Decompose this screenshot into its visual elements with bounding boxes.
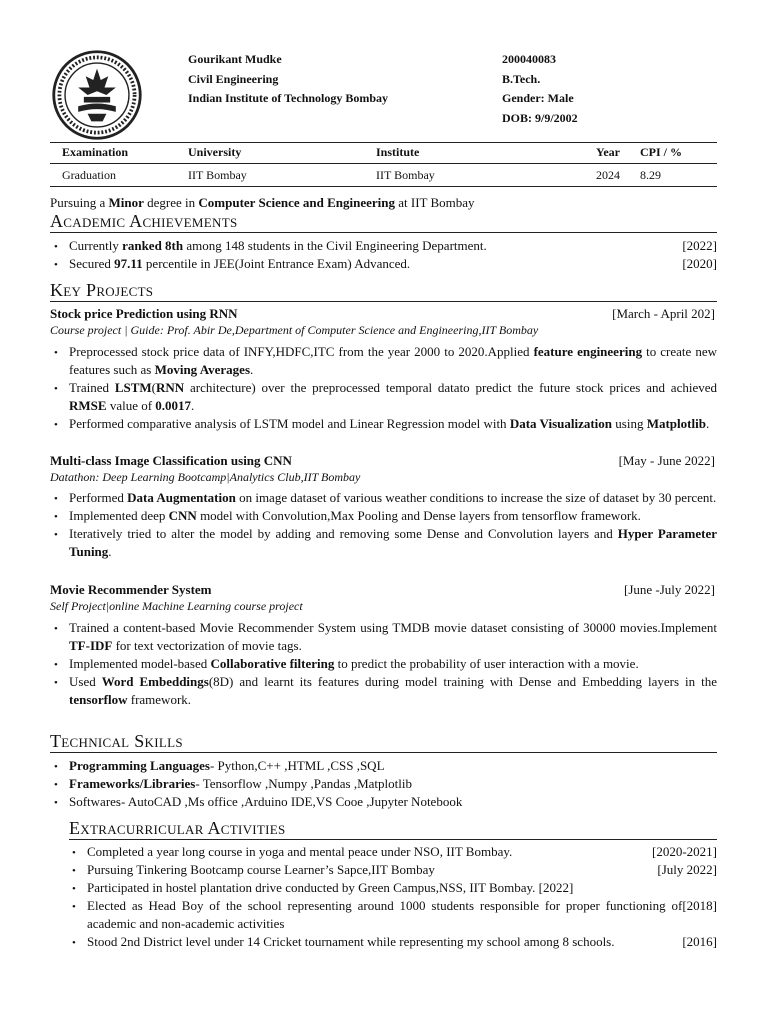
list-item	[52, 255, 717, 273]
item-year: • [2022]	[682, 238, 717, 253]
project-name: Stock price Prediction using RNN	[50, 306, 238, 321]
item-bold: CNN	[168, 508, 197, 523]
item-bold: Hyper Parameter Tuning	[69, 526, 718, 559]
item-bold: RNN	[156, 380, 185, 395]
item-text: .	[191, 398, 195, 413]
list-item	[52, 379, 717, 415]
skill-value: - Tensorflow ,Numpy ,Pandas ,Matplotlib	[195, 776, 412, 791]
item-bold: feature engineering	[533, 344, 643, 359]
table-cell: 2024	[596, 164, 640, 187]
item-text: .	[108, 544, 112, 559]
item-bold: Data Augmentation	[127, 490, 236, 505]
table-row	[50, 164, 717, 187]
item-bold: ranked 8th	[122, 238, 184, 253]
list-item	[52, 343, 717, 379]
list-item	[52, 793, 717, 811]
list-item	[52, 757, 717, 775]
list-item	[52, 655, 717, 673]
item-text: percentile in JEE(Joint Entrance Exam) Advanced.	[142, 256, 411, 271]
header-left	[188, 50, 388, 109]
section-title-skills: Technical Skills	[50, 731, 717, 753]
item-text: (	[151, 380, 156, 395]
item-bold: TF-IDF	[69, 638, 113, 653]
item-text: Trained a content-based Movie Recommender System using TMDB movie dataset consisting of 30000 movies.Implement	[69, 620, 717, 635]
item-text: Currently	[69, 238, 123, 253]
skill-value: Softwares- AutoCAD ,Ms office ,Arduino IDE,VS Cooe ,Jupyter Notebook	[69, 794, 463, 809]
minor-bold: Computer Science and Engineering	[198, 195, 395, 210]
section-title-academic: Academic Achievements	[50, 211, 717, 233]
item-text: Trained	[69, 380, 115, 395]
list-item	[70, 861, 717, 879]
project-subtitle: Datathon: Deep Learning Bootcamp|Analytics Club,IIT Bombay	[50, 470, 361, 484]
minor-text: Pursuing a	[50, 195, 109, 210]
item-text: Stood 2nd District level under 14 Cricket tournament while representing my school among 8 schools.	[87, 934, 615, 949]
item-text: to create new features such as	[69, 344, 717, 377]
skill-value: - Python,C++ ,HTML ,CSS ,SQL	[209, 758, 385, 773]
degree: B.Tech.	[502, 71, 541, 86]
item-bold: 97.11	[114, 256, 143, 271]
list-item	[52, 415, 717, 433]
item-text: .	[705, 416, 710, 431]
project-date: [June -July 2022]	[624, 582, 715, 597]
project-date: [March - April 202]	[612, 306, 715, 321]
section-title-extracurricular: Extracurricular Activities	[69, 818, 717, 840]
item-text: Preprocessed stock price data of INFY,HDFC,ITC from the year 2000 to 2020.Applied	[69, 344, 534, 359]
education-table	[50, 142, 717, 187]
project-subtitle: Self Project|online Machine Learning course project	[50, 599, 303, 613]
item-year: • [2020-2021]	[652, 844, 717, 859]
gender: Gender: Male	[502, 91, 574, 105]
iit-bombay-logo-icon	[50, 48, 144, 142]
item-bold: Collaborative filtering	[210, 656, 335, 671]
item-text: Elected as Head Boy of the school representing around 1000 students responsible for proper functioning of academic and non-academic activities	[87, 898, 683, 931]
item-year: • [July 2022]	[657, 862, 717, 877]
institute-name: Indian Institute of Technology Bombay	[188, 91, 389, 105]
item-text: model with Convolution,Max Pooling and Dense layers from tensorflow framework.	[196, 508, 641, 523]
item-text: to predict the probability of user interaction with a movie.	[334, 656, 639, 671]
item-text: value of	[106, 398, 156, 413]
item-bold: tensorflow	[69, 692, 128, 707]
table-cell: IIT Bombay	[376, 164, 596, 187]
minor-bold: Minor	[108, 195, 144, 210]
item-text: framework.	[127, 692, 192, 707]
item-text: .	[250, 362, 254, 377]
item-text: for text vectorization of movie tags.	[112, 638, 302, 653]
table-header: Year	[596, 143, 640, 164]
list-item	[52, 507, 717, 525]
item-text: Pursuing Tinkering Bootcamp course Learner’s Sapce,IIT Bombay	[87, 862, 435, 877]
table-header: CPI / %	[640, 143, 717, 164]
item-year: • [2016]	[682, 934, 717, 949]
list-item	[52, 673, 717, 709]
project-title	[50, 582, 715, 598]
list-item	[52, 775, 717, 793]
table-header: Institute	[376, 143, 596, 164]
extracurricular-list	[70, 843, 717, 951]
project-bullets	[52, 619, 717, 709]
table-cell: Graduation	[50, 164, 188, 187]
item-bold: Matplotlib	[646, 416, 706, 431]
item-bold: LSTM	[114, 380, 152, 395]
project-name: Movie Recommender System	[50, 582, 212, 597]
skill-label: Programming Languages	[69, 758, 210, 773]
project-name: Multi-class Image Classification using CNN	[50, 453, 292, 468]
item-text: Participated in hostel plantation drive conducted by Green Campus,NSS, IIT Bombay. [2022]	[87, 880, 574, 895]
project-bullets	[52, 343, 717, 433]
project-bullets	[52, 489, 717, 561]
education-header-row	[50, 143, 717, 164]
list-item	[70, 879, 717, 897]
project-title	[50, 306, 715, 322]
minor-text: at IIT Bombay	[394, 195, 475, 210]
list-item	[52, 489, 717, 507]
academic-list	[52, 237, 717, 273]
item-text: Completed a year long course in yoga and mental peace under NSO, IIT Bombay.	[87, 844, 513, 859]
item-text: among 148 students in the Civil Engineering Department.	[183, 238, 487, 253]
list-item	[70, 897, 717, 933]
item-text: (8D) and learnt its features during model training with Dense and Embedding layers in the	[208, 674, 717, 689]
header-right	[502, 50, 578, 128]
project-subtitle: Course project | Guide: Prof. Abir De,Department of Computer Science and Engineering,IIT Bombay	[50, 323, 539, 337]
minor-degree-line	[50, 195, 475, 211]
item-year: • [2020]	[682, 256, 717, 271]
project-title	[50, 453, 715, 469]
roll-number: 200040083	[502, 52, 556, 66]
item-text: Performed comparative analysis of LSTM model and Linear Regression model with	[69, 416, 510, 431]
item-text: Implemented deep	[69, 508, 169, 523]
list-item	[52, 619, 717, 655]
section-title-projects: Key Projects	[50, 280, 717, 302]
table-header: Examination	[50, 143, 188, 164]
list-item	[70, 933, 717, 951]
dob: DOB: 9/9/2002	[502, 110, 578, 125]
item-bold: Word Embeddings	[101, 674, 209, 689]
item-bold: Data Visualization	[509, 416, 613, 431]
minor-text: degree in	[143, 195, 199, 210]
item-text: Iteratively tried to alter the model by adding and removing some Dense and Convolution layers and	[69, 526, 618, 541]
list-item	[70, 843, 717, 861]
table-header: University	[188, 143, 376, 164]
student-name: Gourikant Mudke	[188, 52, 282, 66]
skills-list	[52, 757, 717, 811]
item-text: architecture) over the preprocessed temporal datato predict the future stock prices and achieved	[184, 380, 718, 395]
item-text: Performed	[69, 490, 128, 505]
project-date: [May - June 2022]	[618, 453, 715, 468]
item-bold: 0.0017	[155, 398, 192, 413]
item-text: on image dataset of various weather conditions to increase the size of dataset by 30 percent.	[235, 490, 717, 505]
item-bold: Moving Averages	[154, 362, 250, 377]
item-year: • [2018]	[682, 898, 717, 913]
item-text: Secured	[69, 256, 115, 271]
item-text: Used	[69, 674, 102, 689]
item-text: using	[612, 416, 647, 431]
item-text: Implemented model-based	[69, 656, 211, 671]
table-cell: IIT Bombay	[188, 164, 376, 187]
list-item	[52, 525, 717, 561]
skill-label: Frameworks/Libraries	[69, 776, 196, 791]
branch: Civil Engineering	[188, 71, 279, 86]
table-cell: 8.29	[640, 164, 717, 187]
list-item	[52, 237, 717, 255]
item-bold: RMSE	[69, 398, 107, 413]
